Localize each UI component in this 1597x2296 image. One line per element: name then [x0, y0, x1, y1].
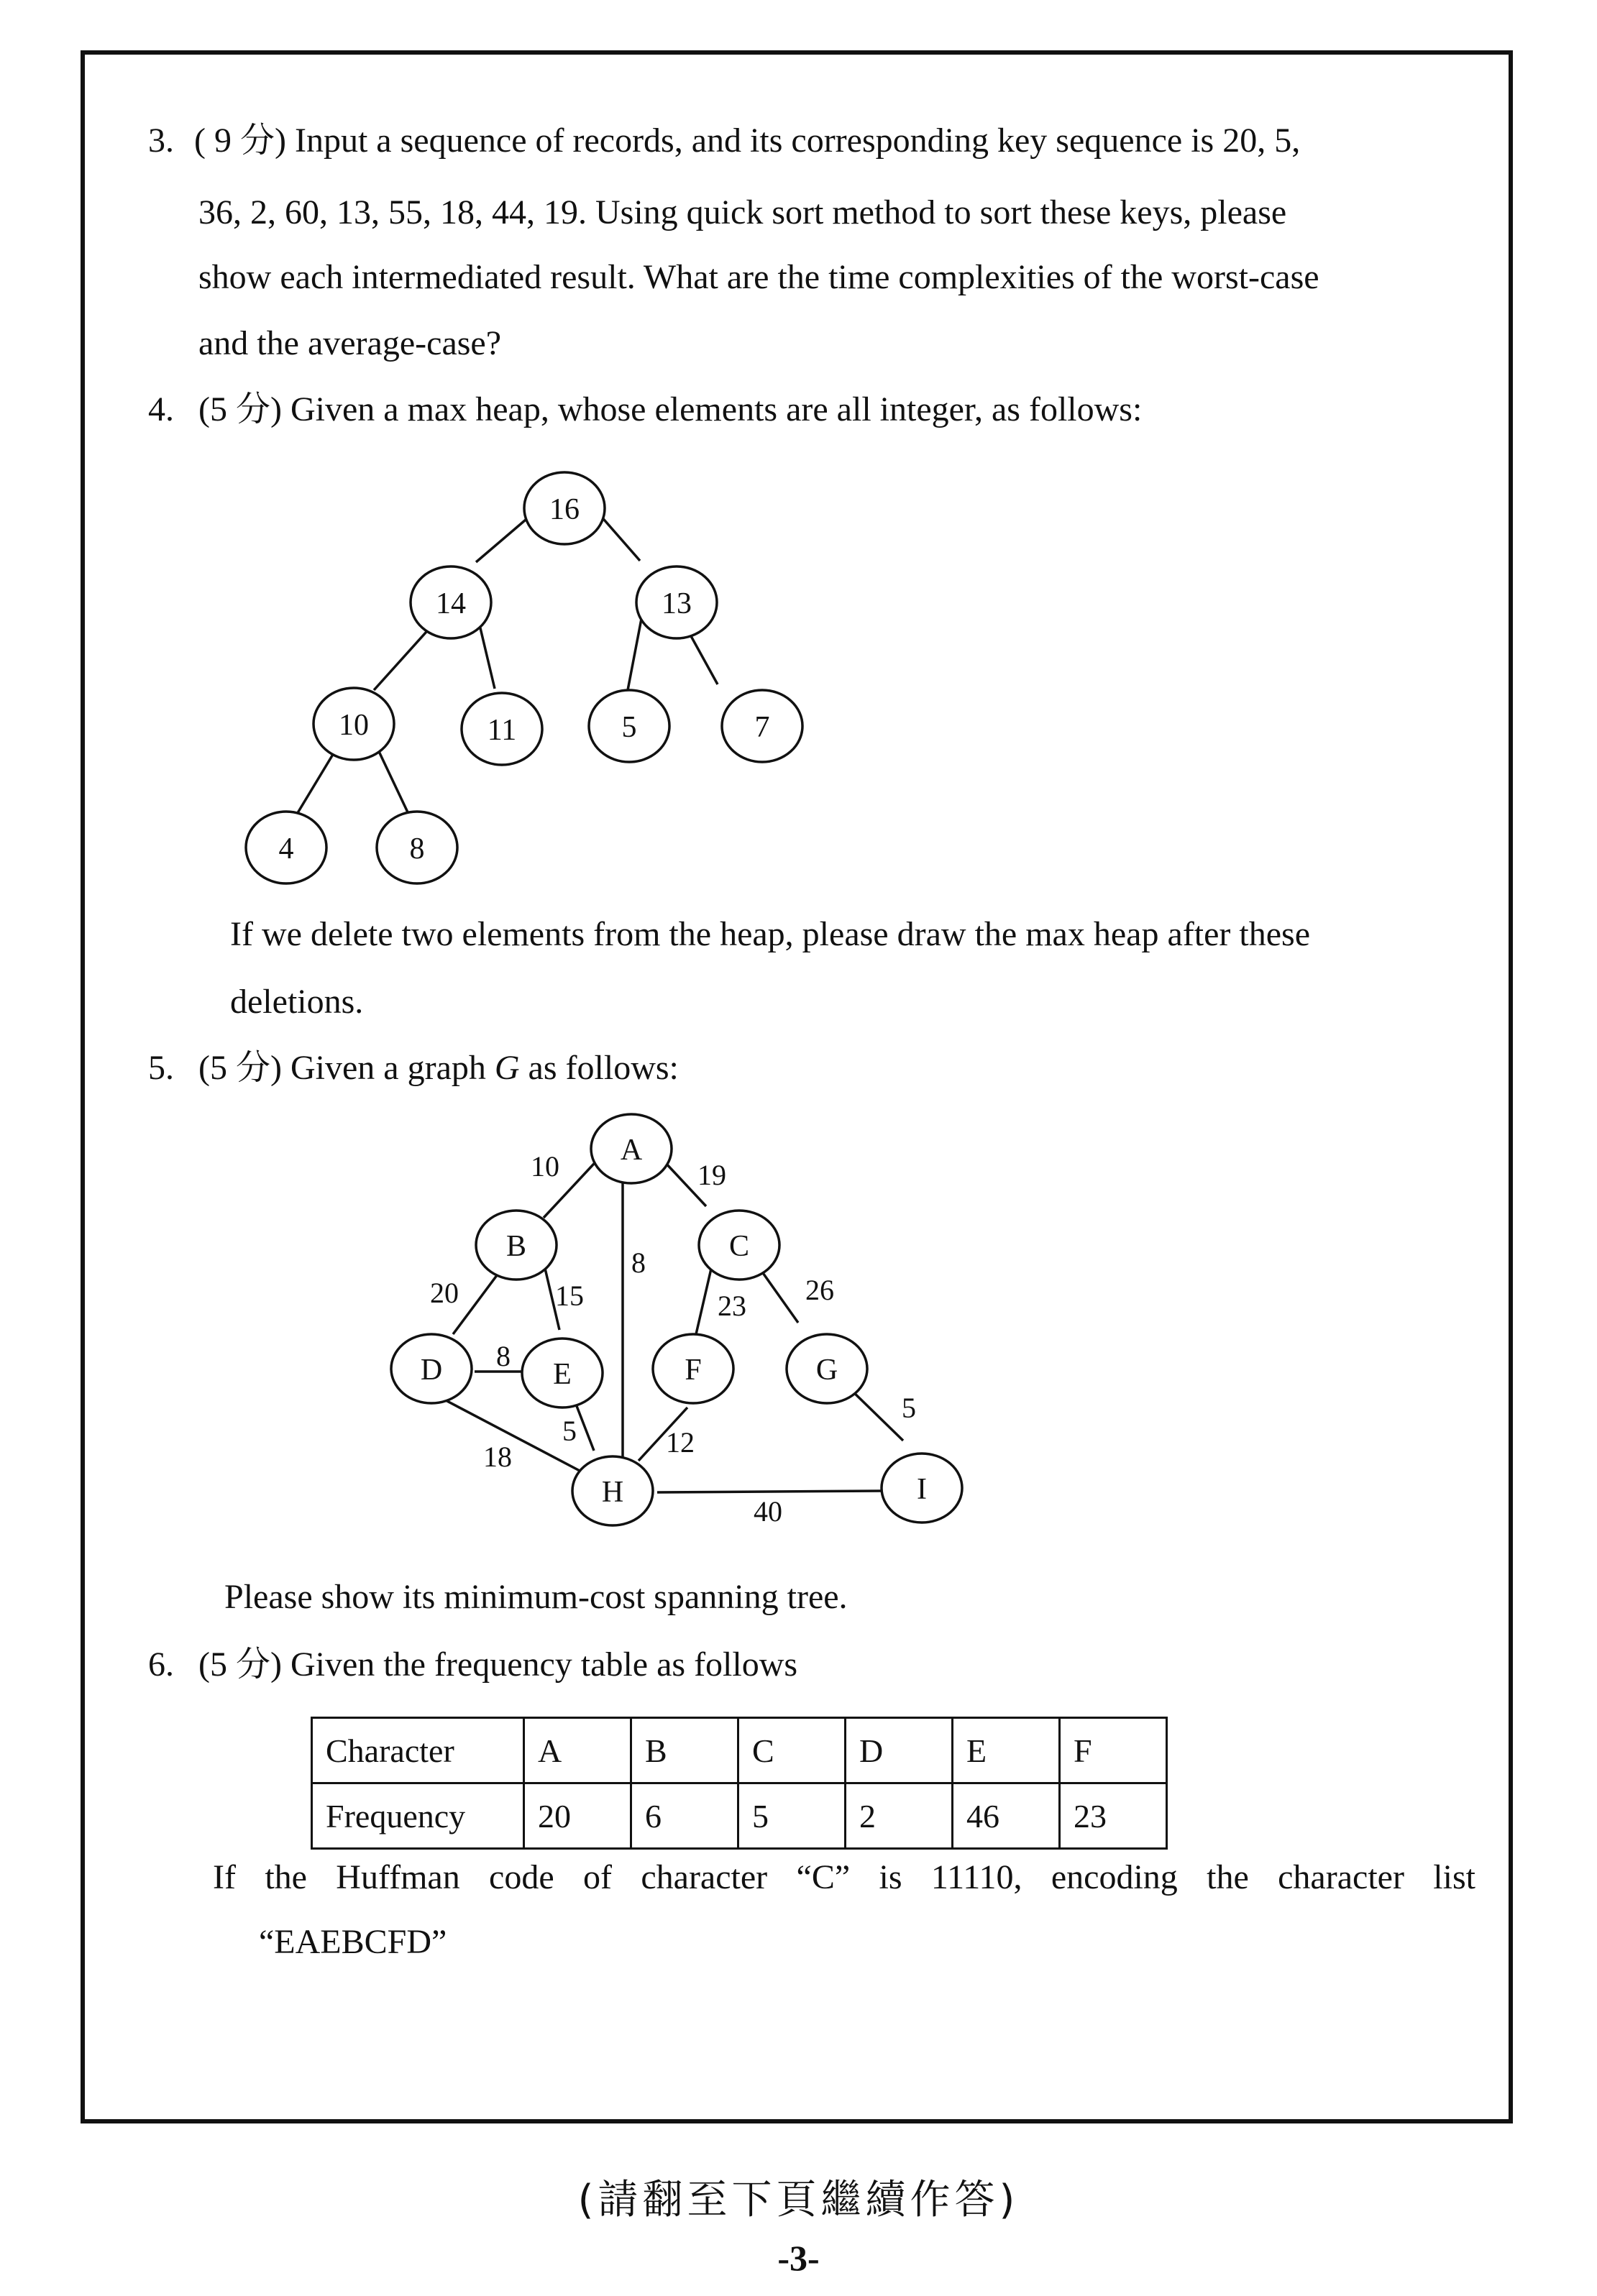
- q5-intro: (5 分) Given a graph G as follows:: [198, 1049, 679, 1087]
- graph-label-B: B: [505, 1230, 527, 1263]
- weight-BE: 15: [555, 1280, 584, 1312]
- frequency-table: [311, 1717, 1168, 1850]
- heap-label-14: 14: [436, 587, 466, 620]
- q4-after-line-2: deletions.: [230, 983, 364, 1021]
- q4-after-line-1: If we delete two elements from the heap, please draw the max heap after these: [230, 915, 1310, 953]
- table-cell: A: [524, 1718, 631, 1783]
- table-cell: F: [1060, 1718, 1167, 1783]
- table-cell: D: [846, 1718, 953, 1783]
- heap-label-8: 8: [409, 832, 425, 865]
- q4-intro: (5 分) Given a max heap, whose elements are all integer, as follows:: [198, 390, 1143, 428]
- table-cell: 23: [1060, 1783, 1167, 1849]
- q6-after-line-1: If the Huffman code of character “C” is 11110, encoding the character list: [213, 1858, 1475, 1896]
- table-cell: Character: [312, 1718, 524, 1783]
- table-cell: E: [953, 1718, 1060, 1783]
- q5-after: Please show its minimum-cost spanning tree.: [224, 1578, 848, 1616]
- weighted-graph-diagram: [374, 1100, 978, 1546]
- weight-HI: 40: [754, 1495, 782, 1528]
- weight-AH: 8: [631, 1246, 646, 1279]
- graph-label-F: F: [685, 1354, 702, 1387]
- table-cell: C: [738, 1718, 846, 1783]
- weight-DH: 18: [483, 1441, 512, 1473]
- heap-label-7: 7: [754, 711, 770, 744]
- heap-label-13: 13: [662, 587, 692, 620]
- table-cell: Frequency: [312, 1783, 524, 1849]
- weight-GI: 5: [902, 1392, 916, 1424]
- table-cell: 46: [953, 1783, 1060, 1849]
- table-cell: 2: [846, 1783, 953, 1849]
- weight-BD: 20: [430, 1277, 459, 1309]
- q3-number: 3.: [148, 121, 174, 160]
- heap-label-5: 5: [621, 711, 637, 744]
- table-cell: 20: [524, 1783, 631, 1849]
- q5-number: 5.: [148, 1049, 174, 1087]
- graph-label-C: C: [728, 1230, 750, 1263]
- graph-label-G: G: [815, 1354, 838, 1387]
- weight-CF: 23: [718, 1290, 746, 1322]
- graph-label-D: D: [420, 1354, 443, 1387]
- q3-line-2: 36, 2, 60, 13, 55, 18, 44, 19. Using quick sort method to sort these keys, please: [198, 193, 1287, 231]
- weight-FH: 12: [666, 1426, 695, 1459]
- weight-EH: 5: [562, 1415, 577, 1447]
- table-row: [312, 1718, 1167, 1783]
- heap-label-11: 11: [487, 714, 517, 747]
- graph-label-H: H: [601, 1476, 624, 1509]
- weight-CG: 26: [805, 1274, 834, 1306]
- heap-label-16: 16: [549, 493, 580, 526]
- table-cell: B: [631, 1718, 738, 1783]
- weight-DE: 8: [496, 1340, 511, 1372]
- q4-number: 4.: [148, 390, 174, 428]
- q3-line-1: ( 9 分) Input a sequence of records, and its corresponding key sequence is 20, 5,: [194, 121, 1301, 160]
- table-cell: 6: [631, 1783, 738, 1849]
- q3-line-3: show each intermediated result. What are the time complexities of the worst-case: [198, 258, 1319, 296]
- graph-label-I: I: [917, 1473, 927, 1506]
- table-cell: 5: [738, 1783, 846, 1849]
- page-number: -3-: [777, 2238, 820, 2278]
- table-row: [312, 1783, 1167, 1849]
- graph-label-A: A: [620, 1134, 643, 1167]
- q6-number: 6.: [148, 1645, 174, 1684]
- q3-line-4: and the average-case?: [198, 324, 502, 362]
- graph-variable: G: [494, 1049, 520, 1087]
- q6-intro: (5 分) Given the frequency table as follows: [198, 1645, 798, 1684]
- weight-AB: 10: [531, 1150, 559, 1183]
- q6-after-line-2: “EAEBCFD”: [259, 1923, 447, 1961]
- heap-label-10: 10: [339, 709, 369, 742]
- graph-label-E: E: [553, 1358, 572, 1391]
- heap-label-4: 4: [278, 832, 294, 865]
- max-heap-diagram: [216, 460, 834, 906]
- continue-note: (請翻至下頁繼續作答): [577, 2177, 1020, 2223]
- weight-AC: 19: [697, 1159, 726, 1191]
